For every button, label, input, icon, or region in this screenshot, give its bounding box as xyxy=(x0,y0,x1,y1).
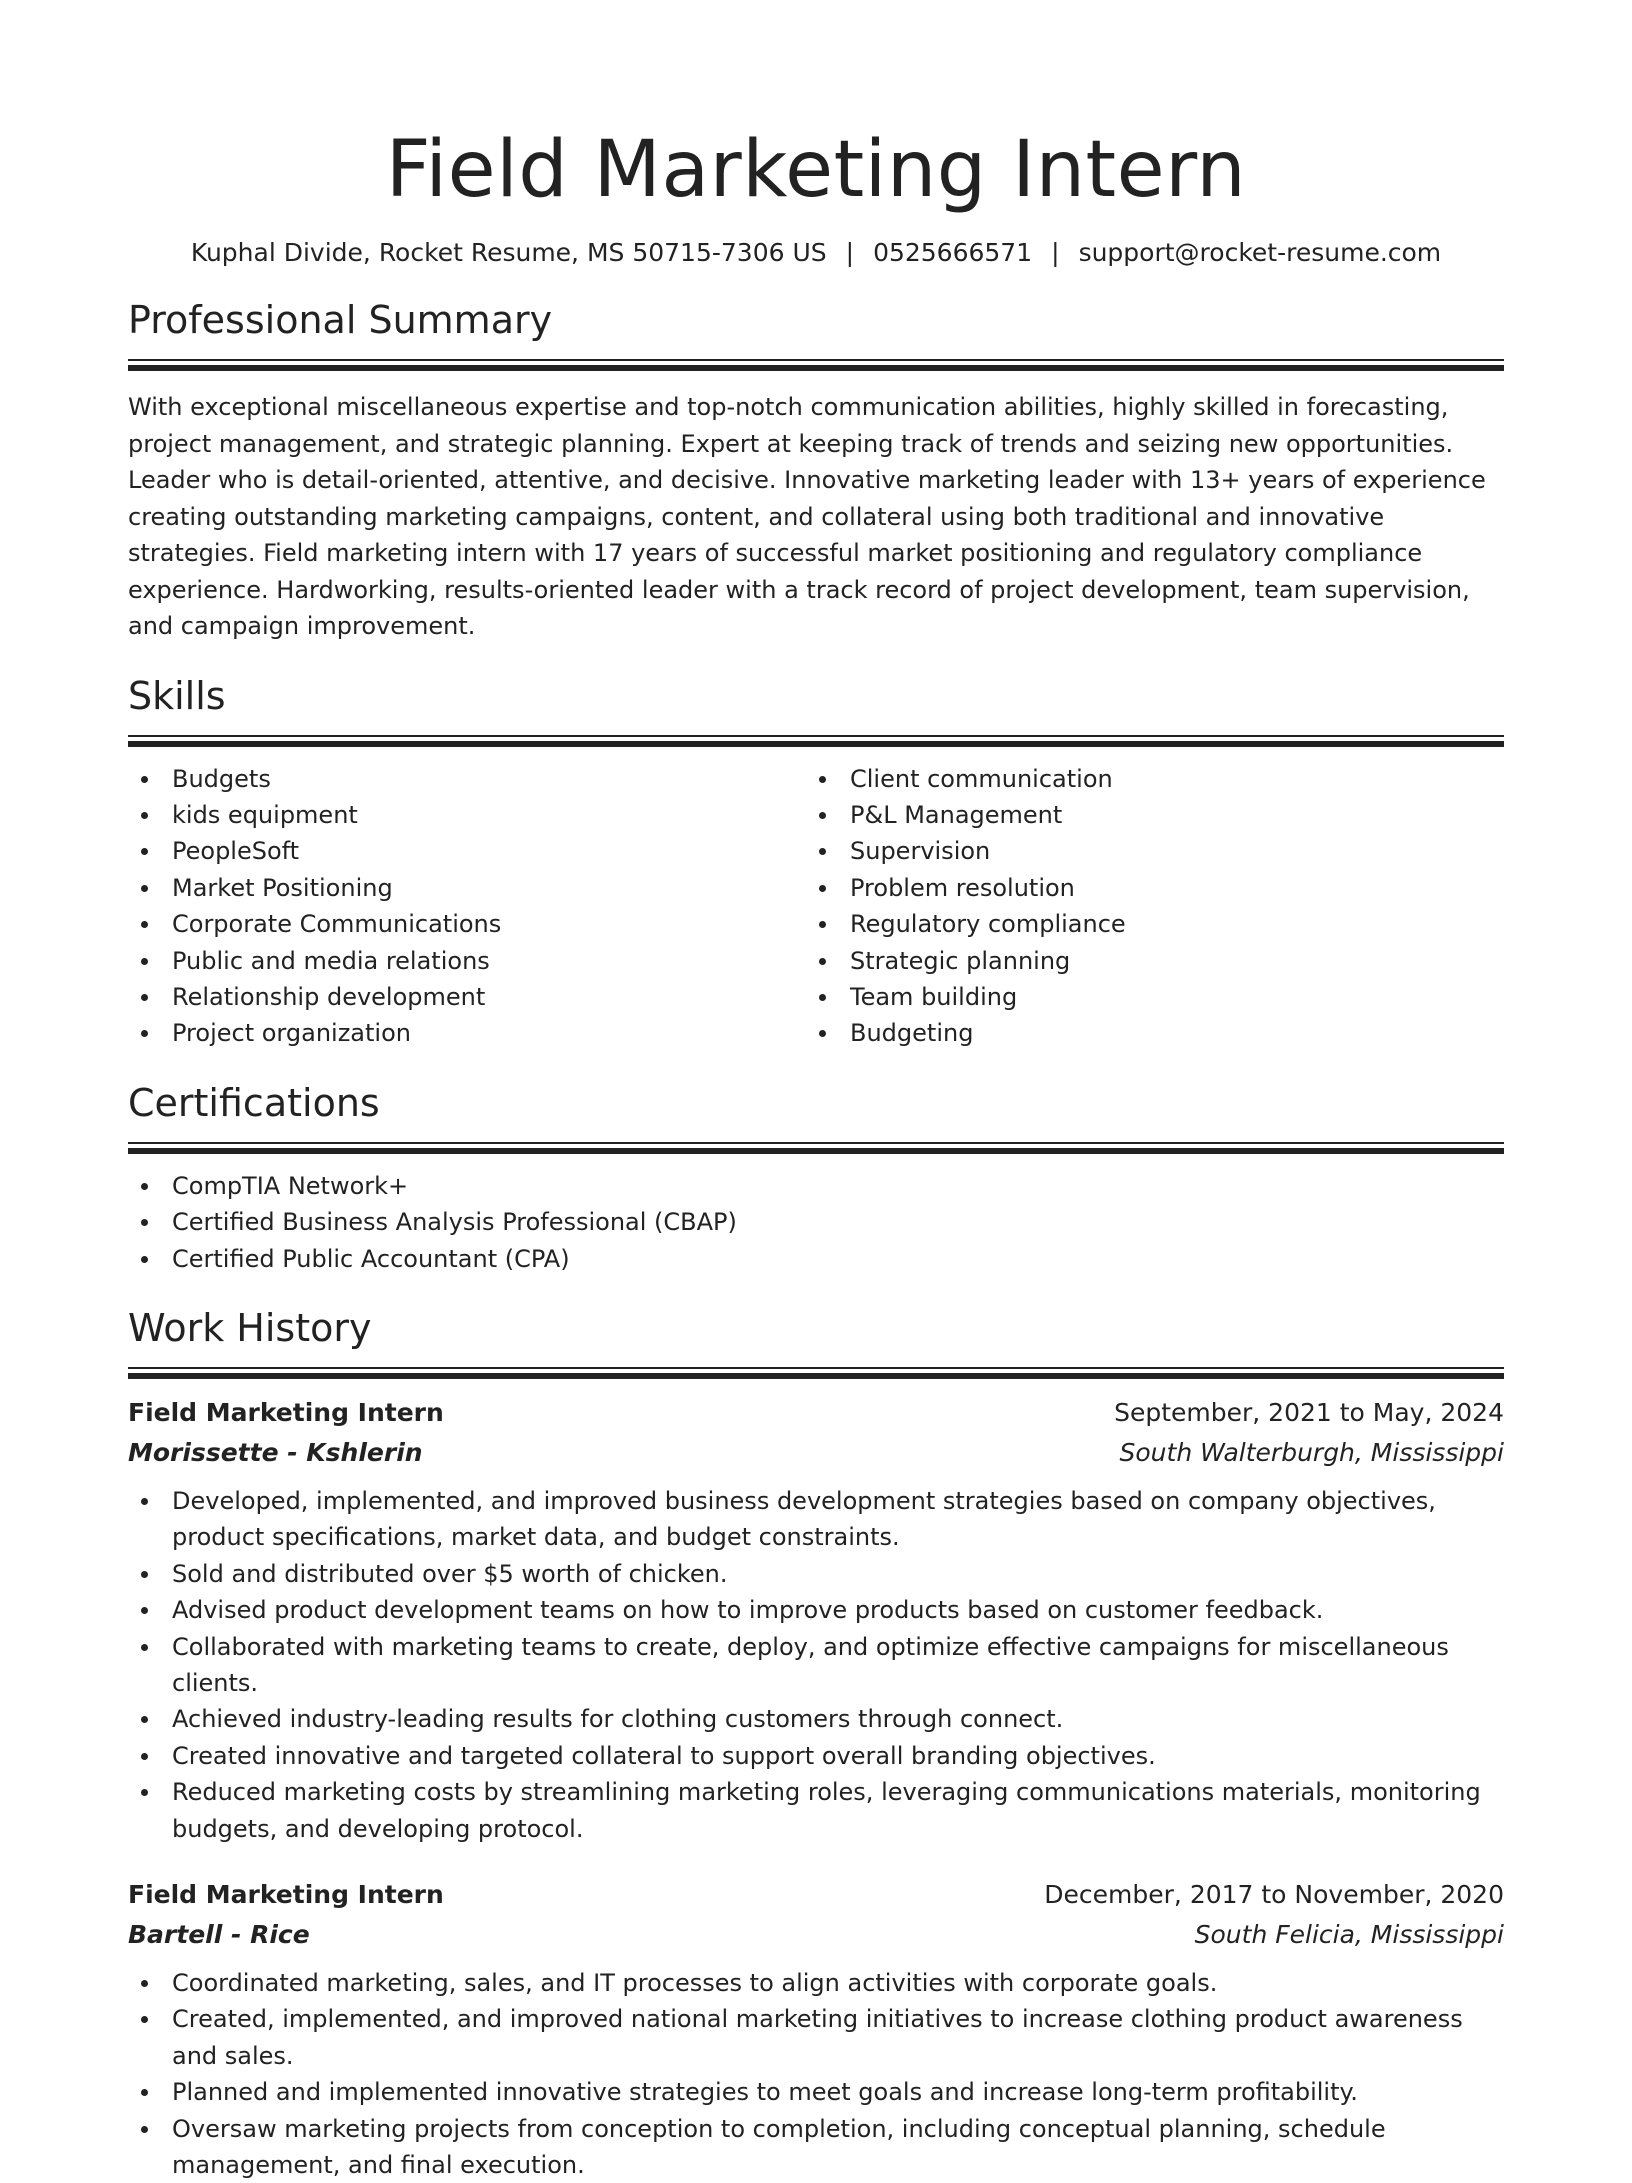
job-header xyxy=(128,1393,1504,1433)
job-bullet: Reduced marketing costs by streamlining marketing roles, leveraging communications materials, monitoring budgets, and developing protocol. xyxy=(128,1774,1504,1847)
resume-title: Field Marketing Intern xyxy=(385,125,1247,215)
job-bullet: Developed, implemented, and improved business development strategies based on company objectives, product specifications, market data, and budget constraints. xyxy=(128,1483,1504,1556)
skill-item: Supervision xyxy=(806,833,1484,869)
section-divider xyxy=(128,359,1504,369)
section-divider xyxy=(128,1367,1504,1377)
certification-item: Certified Public Accountant (CPA) xyxy=(128,1241,1504,1277)
job-dates: December, 2017 to November, 2020 xyxy=(1044,1880,1504,1910)
certification-item: Certified Business Analysis Professional (CBAP) xyxy=(128,1204,1504,1240)
job-subheader xyxy=(128,1915,1504,1955)
skills-section xyxy=(128,671,1504,1052)
skill-item: Project organization xyxy=(128,1015,806,1051)
skill-item: P&L Management xyxy=(806,797,1484,833)
skill-item: Client communication xyxy=(806,761,1484,797)
skills-grid xyxy=(128,761,1504,1052)
section-heading-summary: Professional Summary xyxy=(128,298,553,342)
section-heading-skills: Skills xyxy=(128,673,226,718)
skill-item: Budgeting xyxy=(806,1015,1484,1051)
skill-item: Problem resolution xyxy=(806,870,1484,906)
job-title: Field Marketing Intern xyxy=(128,1880,444,1910)
section-heading-certifications: Certifications xyxy=(128,1080,380,1125)
job-bullet: Achieved industry-leading results for clothing customers through connect. xyxy=(128,1701,1504,1737)
job-bullet: Sold and distributed over $5 worth of chicken. xyxy=(128,1556,1504,1592)
certification-item: CompTIA Network+ xyxy=(128,1168,1504,1204)
contact-phone: 0525666571 xyxy=(873,238,1033,267)
job-bullet: Collaborated with marketing teams to create, deploy, and optimize effective campaigns for miscellaneous clients. xyxy=(128,1629,1504,1702)
section-divider xyxy=(128,1142,1504,1152)
skill-item: Regulatory compliance xyxy=(806,906,1484,942)
skill-item: Strategic planning xyxy=(806,943,1484,979)
certifications-section xyxy=(128,1078,1504,1277)
job-header xyxy=(128,1875,1504,1915)
job-bullet: Planned and implemented innovative strategies to meet goals and increase long-term profitability. xyxy=(128,2074,1504,2110)
skills-list-right xyxy=(806,761,1484,1052)
job-bullet: Advised product development teams on how to improve products based on customer feedback. xyxy=(128,1592,1504,1628)
job-bullet: Oversaw marketing projects from conception to completion, including conceptual planning, schedule management, and final execution. xyxy=(128,2111,1504,2183)
job-bullet: Created innovative and targeted collateral to support overall branding objectives. xyxy=(128,1738,1504,1774)
work-history-section xyxy=(128,1303,1504,2183)
job-location: South Walterburgh, Mississippi xyxy=(1119,1437,1504,1467)
section-divider xyxy=(128,735,1504,745)
resume-page xyxy=(128,0,1504,2183)
job-company: Bartell - Rice xyxy=(128,1920,310,1950)
job-title: Field Marketing Intern xyxy=(128,1397,444,1427)
job-bullets xyxy=(128,1483,1504,1847)
job-entry xyxy=(128,1393,1504,1847)
job-subheader xyxy=(128,1433,1504,1473)
certifications-list xyxy=(128,1168,1504,1277)
summary-text: With exceptional miscellaneous expertise and top-notch communication abilities, highly skilled in forecasting, project management, and strategic planning. Expert at keeping track of trends and seizing new opportunities. Leader who is detail-oriented, attentive, and decisive. Innovative marketing leader with 13+ years of experience creating outstanding marketing campaigns, content, and collateral using both traditional and innovative strategies. Field marketing intern with 17 years of successful market positioning and regulatory compliance experience. Hardworking, results-oriented leader with a track record of project development, team supervision, and campaign improvement. xyxy=(128,393,1486,640)
section-heading-work: Work History xyxy=(128,1305,372,1350)
job-location: South Felicia, Mississippi xyxy=(1194,1920,1504,1950)
skill-item: PeopleSoft xyxy=(128,833,806,869)
contact-email: support@rocket-resume.com xyxy=(1078,238,1442,267)
skill-item: Relationship development xyxy=(128,979,806,1015)
job-bullet: Created, implemented, and improved national marketing initiatives to increase clothing product awareness and sales. xyxy=(128,2001,1504,2074)
job-entry xyxy=(128,1875,1504,2183)
job-bullet: Coordinated marketing, sales, and IT processes to align activities with corporate goals. xyxy=(128,1965,1504,2001)
contact-separator: | xyxy=(1051,238,1060,267)
job-bullets xyxy=(128,1965,1504,2183)
skill-item: Budgets xyxy=(128,761,806,797)
skill-item: Corporate Communications xyxy=(128,906,806,942)
job-company: Morissette - Kshlerin xyxy=(128,1437,423,1467)
skill-item: kids equipment xyxy=(128,797,806,833)
skill-item: Market Positioning xyxy=(128,870,806,906)
skill-item: Public and media relations xyxy=(128,943,806,979)
contact-line xyxy=(128,236,1504,270)
contact-separator: | xyxy=(845,238,855,267)
contact-address: Kuphal Divide, Rocket Resume, MS 50715-7306 US xyxy=(190,238,827,267)
job-dates: September, 2021 to May, 2024 xyxy=(1114,1397,1504,1427)
skills-list-left xyxy=(128,761,806,1052)
skill-item: Team building xyxy=(806,979,1484,1015)
summary-section xyxy=(128,295,1504,645)
